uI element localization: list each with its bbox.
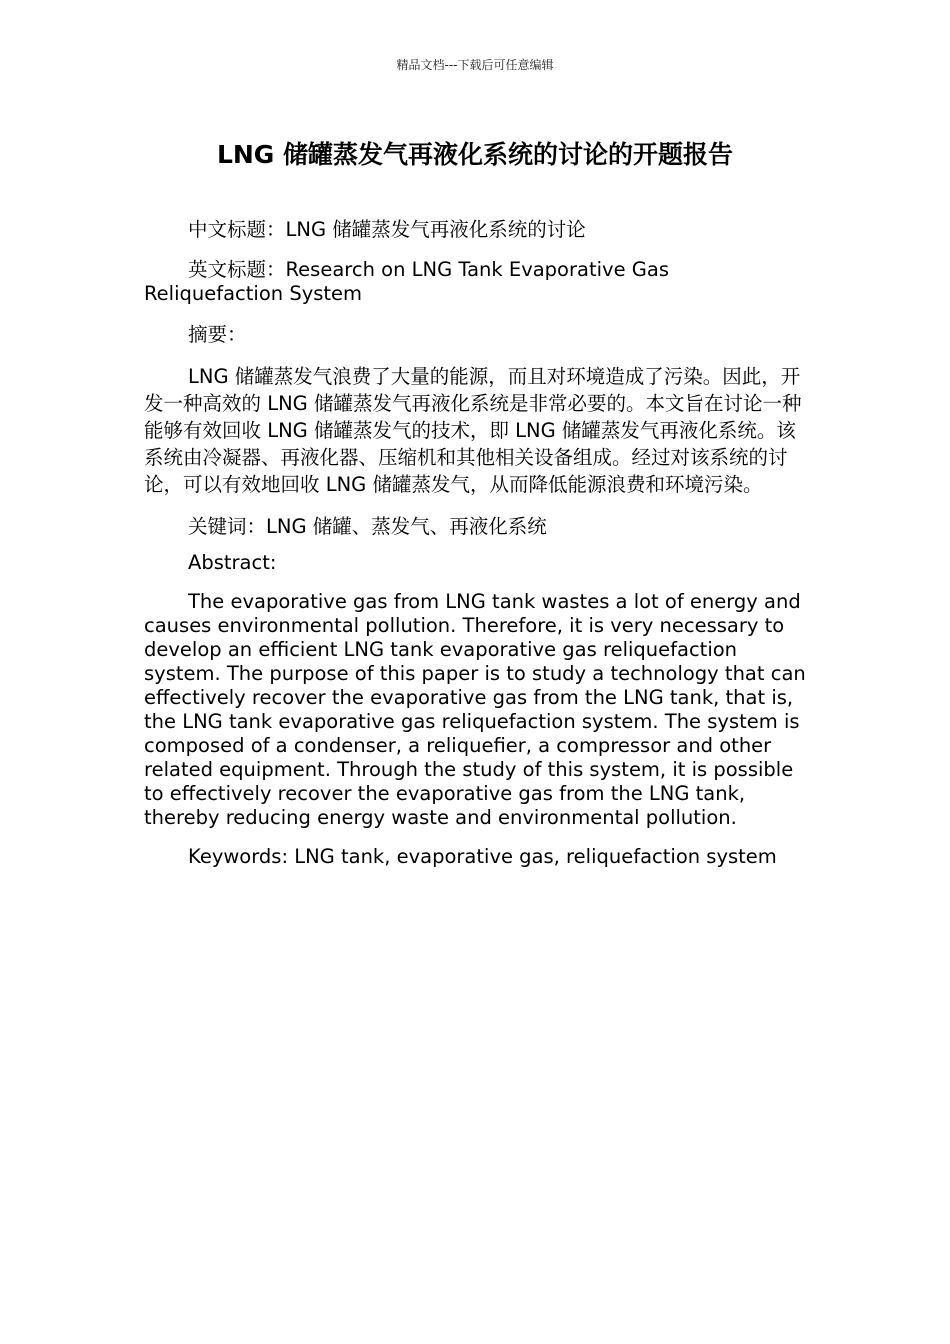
document-title: LNG 储罐蒸发气再液化系统的讨论的开题报告 <box>216 140 734 169</box>
chinese-title-line: 中文标题：LNG 储罐蒸发气再液化系统的讨论 <box>188 218 586 241</box>
chinese-abstract-paragraph: LNG 储罐蒸发气浪费了大量的能源，而且对环境造成了污染。因此，开发一种高效的 LNG 储罐蒸发气再液化系统是非常必要的。本文旨在讨论一种能够有效回收 LNG 储罐蒸发气的技术，即 LNG 储罐蒸发气再液化系统。该系统由冷凝器、再液化器、压缩机和其他相关设备组成。经过对该系统的讨论，可以有效地回收 LNG 储罐蒸发气，从而降低能源浪费和环境污染。 <box>144 365 802 496</box>
chinese-abstract-label: 摘要： <box>188 323 247 346</box>
english-title-line: 英文标题：Research on LNG Tank Evaporative Gas Reliquefaction System <box>144 258 669 305</box>
english-keywords-line: Keywords: LNG tank, evaporative gas, reliquefaction system <box>188 845 777 868</box>
english-abstract-paragraph: The evaporative gas from LNG tank wastes a lot of energy and causes environmental pollution. Therefore, it is very necessary to develop an efficient LNG tank evaporative gas reliquefaction system. The purpose of this paper is to study a technology that can effectively recover the evaporative gas from the LNG tank, that is, the LNG tank evaporative gas reliquefaction system. The system is composed of a condenser, a reliquefier, a compressor and other related equipment. Through the study of this system, it is possible to effectively recover the evaporative gas from the LNG tank, thereby reducing energy waste and environmental pollution. <box>144 590 806 829</box>
chinese-keywords-line: 关键词：LNG 储罐、蒸发气、再液化系统 <box>188 515 547 538</box>
english-abstract-label: Abstract: <box>188 551 277 574</box>
page-header-note: 精品文档---下载后可任意编辑 <box>396 58 554 72</box>
document-body <box>144 216 808 884</box>
